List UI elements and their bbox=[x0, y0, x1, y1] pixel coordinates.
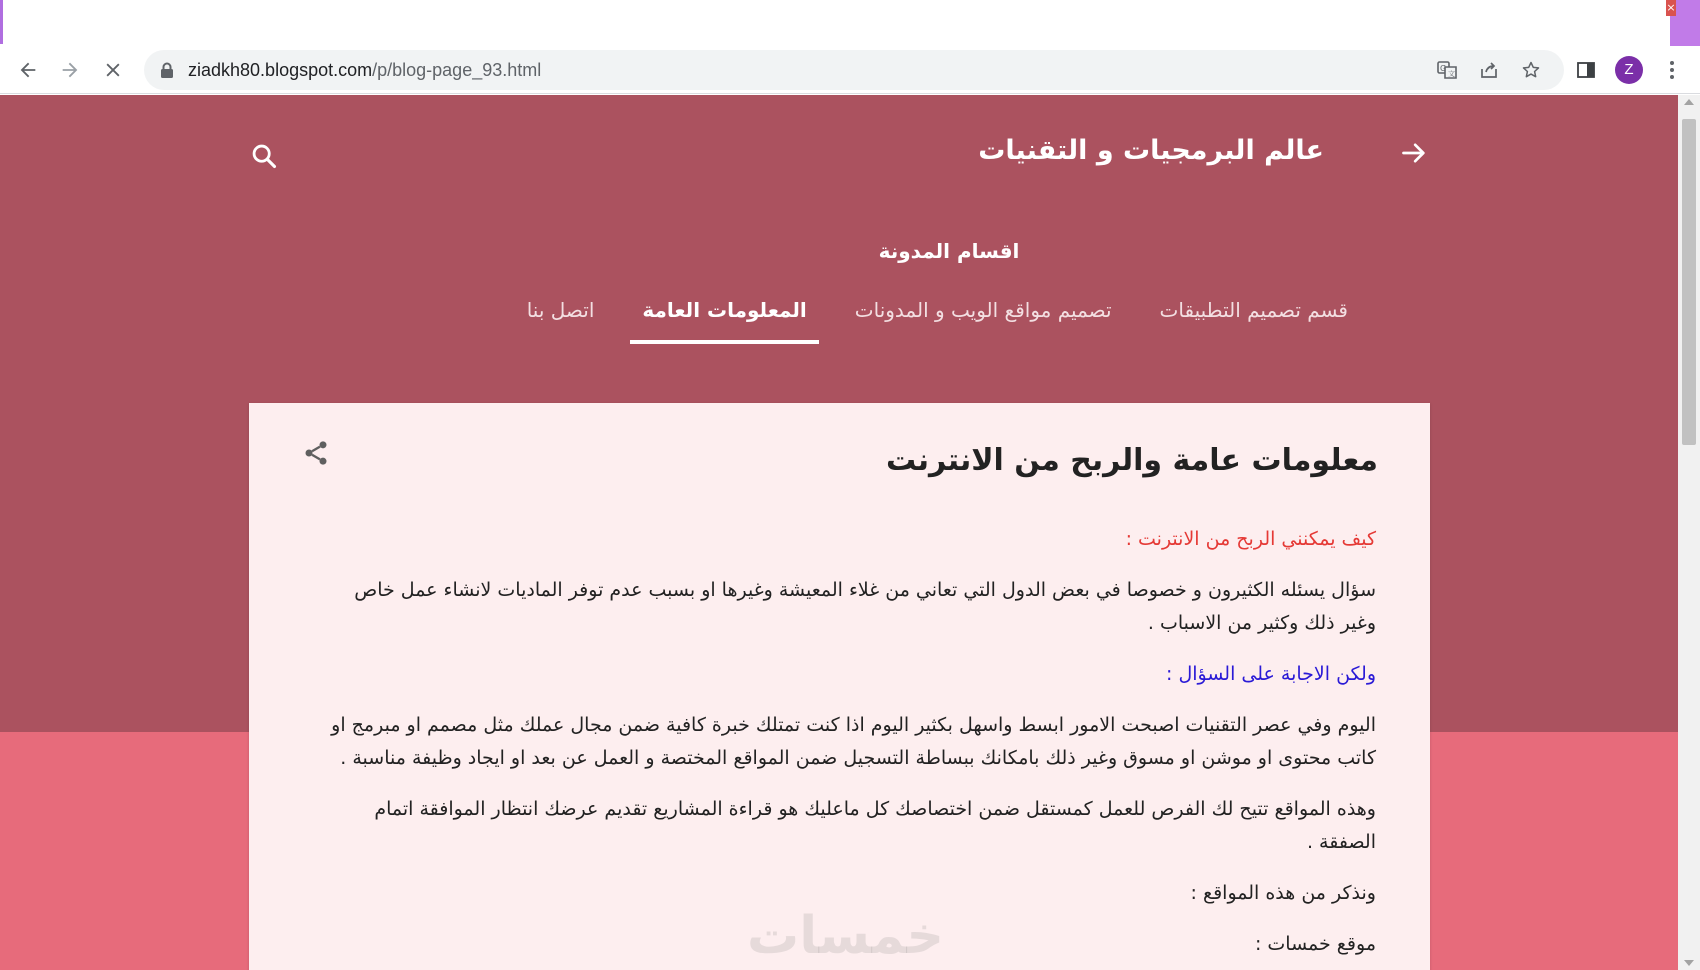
post-paragraph: وهذه المواقع تتيح لك الفرص للعمل كمستقل ضمن اختصاصك كل ماعليك هو قراءة المشاريع تقديم عرضك انتظار الموافقة اتمام الصفقة . bbox=[374, 798, 1376, 853]
address-bar[interactable] bbox=[144, 50, 1564, 90]
url-text[interactable] bbox=[188, 50, 541, 90]
back-arrow-icon bbox=[17, 59, 39, 81]
post-paragraph: موقع خمسات : bbox=[1254, 933, 1376, 955]
translate-icon bbox=[1437, 60, 1457, 80]
scrollbar-thumb[interactable] bbox=[1682, 119, 1696, 445]
back-arrow-icon[interactable] bbox=[1400, 139, 1428, 167]
answer-heading: ولكن الاجابة على السؤال : bbox=[1166, 663, 1376, 685]
tab-strip bbox=[0, 0, 1700, 46]
tab-accent bbox=[0, 0, 3, 44]
section-heading: اقسام المدونة bbox=[878, 239, 1020, 263]
browser-menu-button[interactable] bbox=[1660, 58, 1684, 82]
share-page-icon bbox=[1479, 60, 1499, 80]
khamsat-watermark: خمسات bbox=[747, 906, 945, 966]
bookmark-star-icon bbox=[1521, 60, 1541, 80]
scroll-up-arrow-icon[interactable] bbox=[1684, 99, 1694, 105]
profile-avatar[interactable]: Z bbox=[1615, 56, 1643, 84]
post-title: معلومات عامة والربح من الانترنت bbox=[886, 443, 1378, 478]
nav-tab-contact[interactable]: اتصل بنا bbox=[526, 298, 595, 322]
translate-button[interactable] bbox=[1436, 59, 1458, 81]
tab-strip-edge bbox=[1666, 0, 1700, 46]
stop-loading-icon bbox=[103, 60, 123, 80]
forward-button[interactable] bbox=[58, 58, 82, 82]
share-icon[interactable] bbox=[302, 439, 330, 467]
side-panel-button[interactable] bbox=[1574, 58, 1598, 82]
page-scrollbar[interactable] bbox=[1678, 95, 1700, 970]
nav-tab-app-design[interactable]: قسم تصميم التطبيقات bbox=[1159, 298, 1348, 322]
search-icon[interactable] bbox=[250, 142, 278, 170]
nav-tab-general-info[interactable]: المعلومات العامة bbox=[630, 280, 818, 340]
scroll-down-arrow-icon[interactable] bbox=[1684, 960, 1694, 966]
nav-tab-web-design[interactable]: تصميم مواقع الويب و المدونات bbox=[854, 298, 1112, 322]
page-viewport bbox=[0, 95, 1678, 970]
post-paragraph: ونذكر من هذه المواقع : bbox=[1190, 882, 1376, 904]
back-button[interactable] bbox=[16, 58, 40, 82]
blog-nav bbox=[526, 280, 1360, 342]
kebab-menu-icon bbox=[1669, 60, 1675, 80]
question-heading: كيف يمكنني الربح من الانترنت : bbox=[1125, 528, 1376, 550]
svg-text:G: G bbox=[1440, 64, 1447, 73]
post-paragraph: اليوم وفي عصر التقنيات اصبحت الامور ابسط واسهل بكثير اليوم اذا كنت تمتلك خبرة كافية ضمن مجال عملك مثل مصمم او مبرمج او كاتب محتوى او موشن او مسوق وغير ذلك بامكانك ببساطة التسجيل ضمن المواقع المختصة و العمل عن بعد او ايجاد وظيفة مناسبة . bbox=[331, 714, 1376, 769]
lock-icon[interactable] bbox=[160, 62, 174, 78]
share-page-button[interactable] bbox=[1478, 59, 1500, 81]
blog-title[interactable]: عالم البرمجيات و التقنيات bbox=[978, 135, 1324, 166]
stop-loading-button[interactable] bbox=[101, 58, 125, 82]
forward-arrow-icon bbox=[59, 59, 81, 81]
post-card bbox=[249, 403, 1430, 970]
post-paragraph: سؤال يسئله الكثيرون و خصوصا في بعض الدول التي تعاني من غلاء المعيشة وغيرها او بسبب عدم توفر الماديات لانشاء عمل خاص وغير ذلك وكثير من الاسباب . bbox=[354, 579, 1376, 634]
url-path: /p/blog-page_93.html bbox=[372, 60, 542, 80]
bookmark-button[interactable] bbox=[1520, 59, 1542, 81]
post-body bbox=[316, 523, 1376, 970]
tab-close-button[interactable]: × bbox=[1666, 1, 1676, 14]
browser-toolbar bbox=[0, 46, 1700, 94]
svg-text:文: 文 bbox=[1448, 70, 1455, 78]
url-host: ziadkh80.blogspot.com bbox=[188, 60, 373, 80]
side-panel-icon bbox=[1576, 60, 1596, 80]
